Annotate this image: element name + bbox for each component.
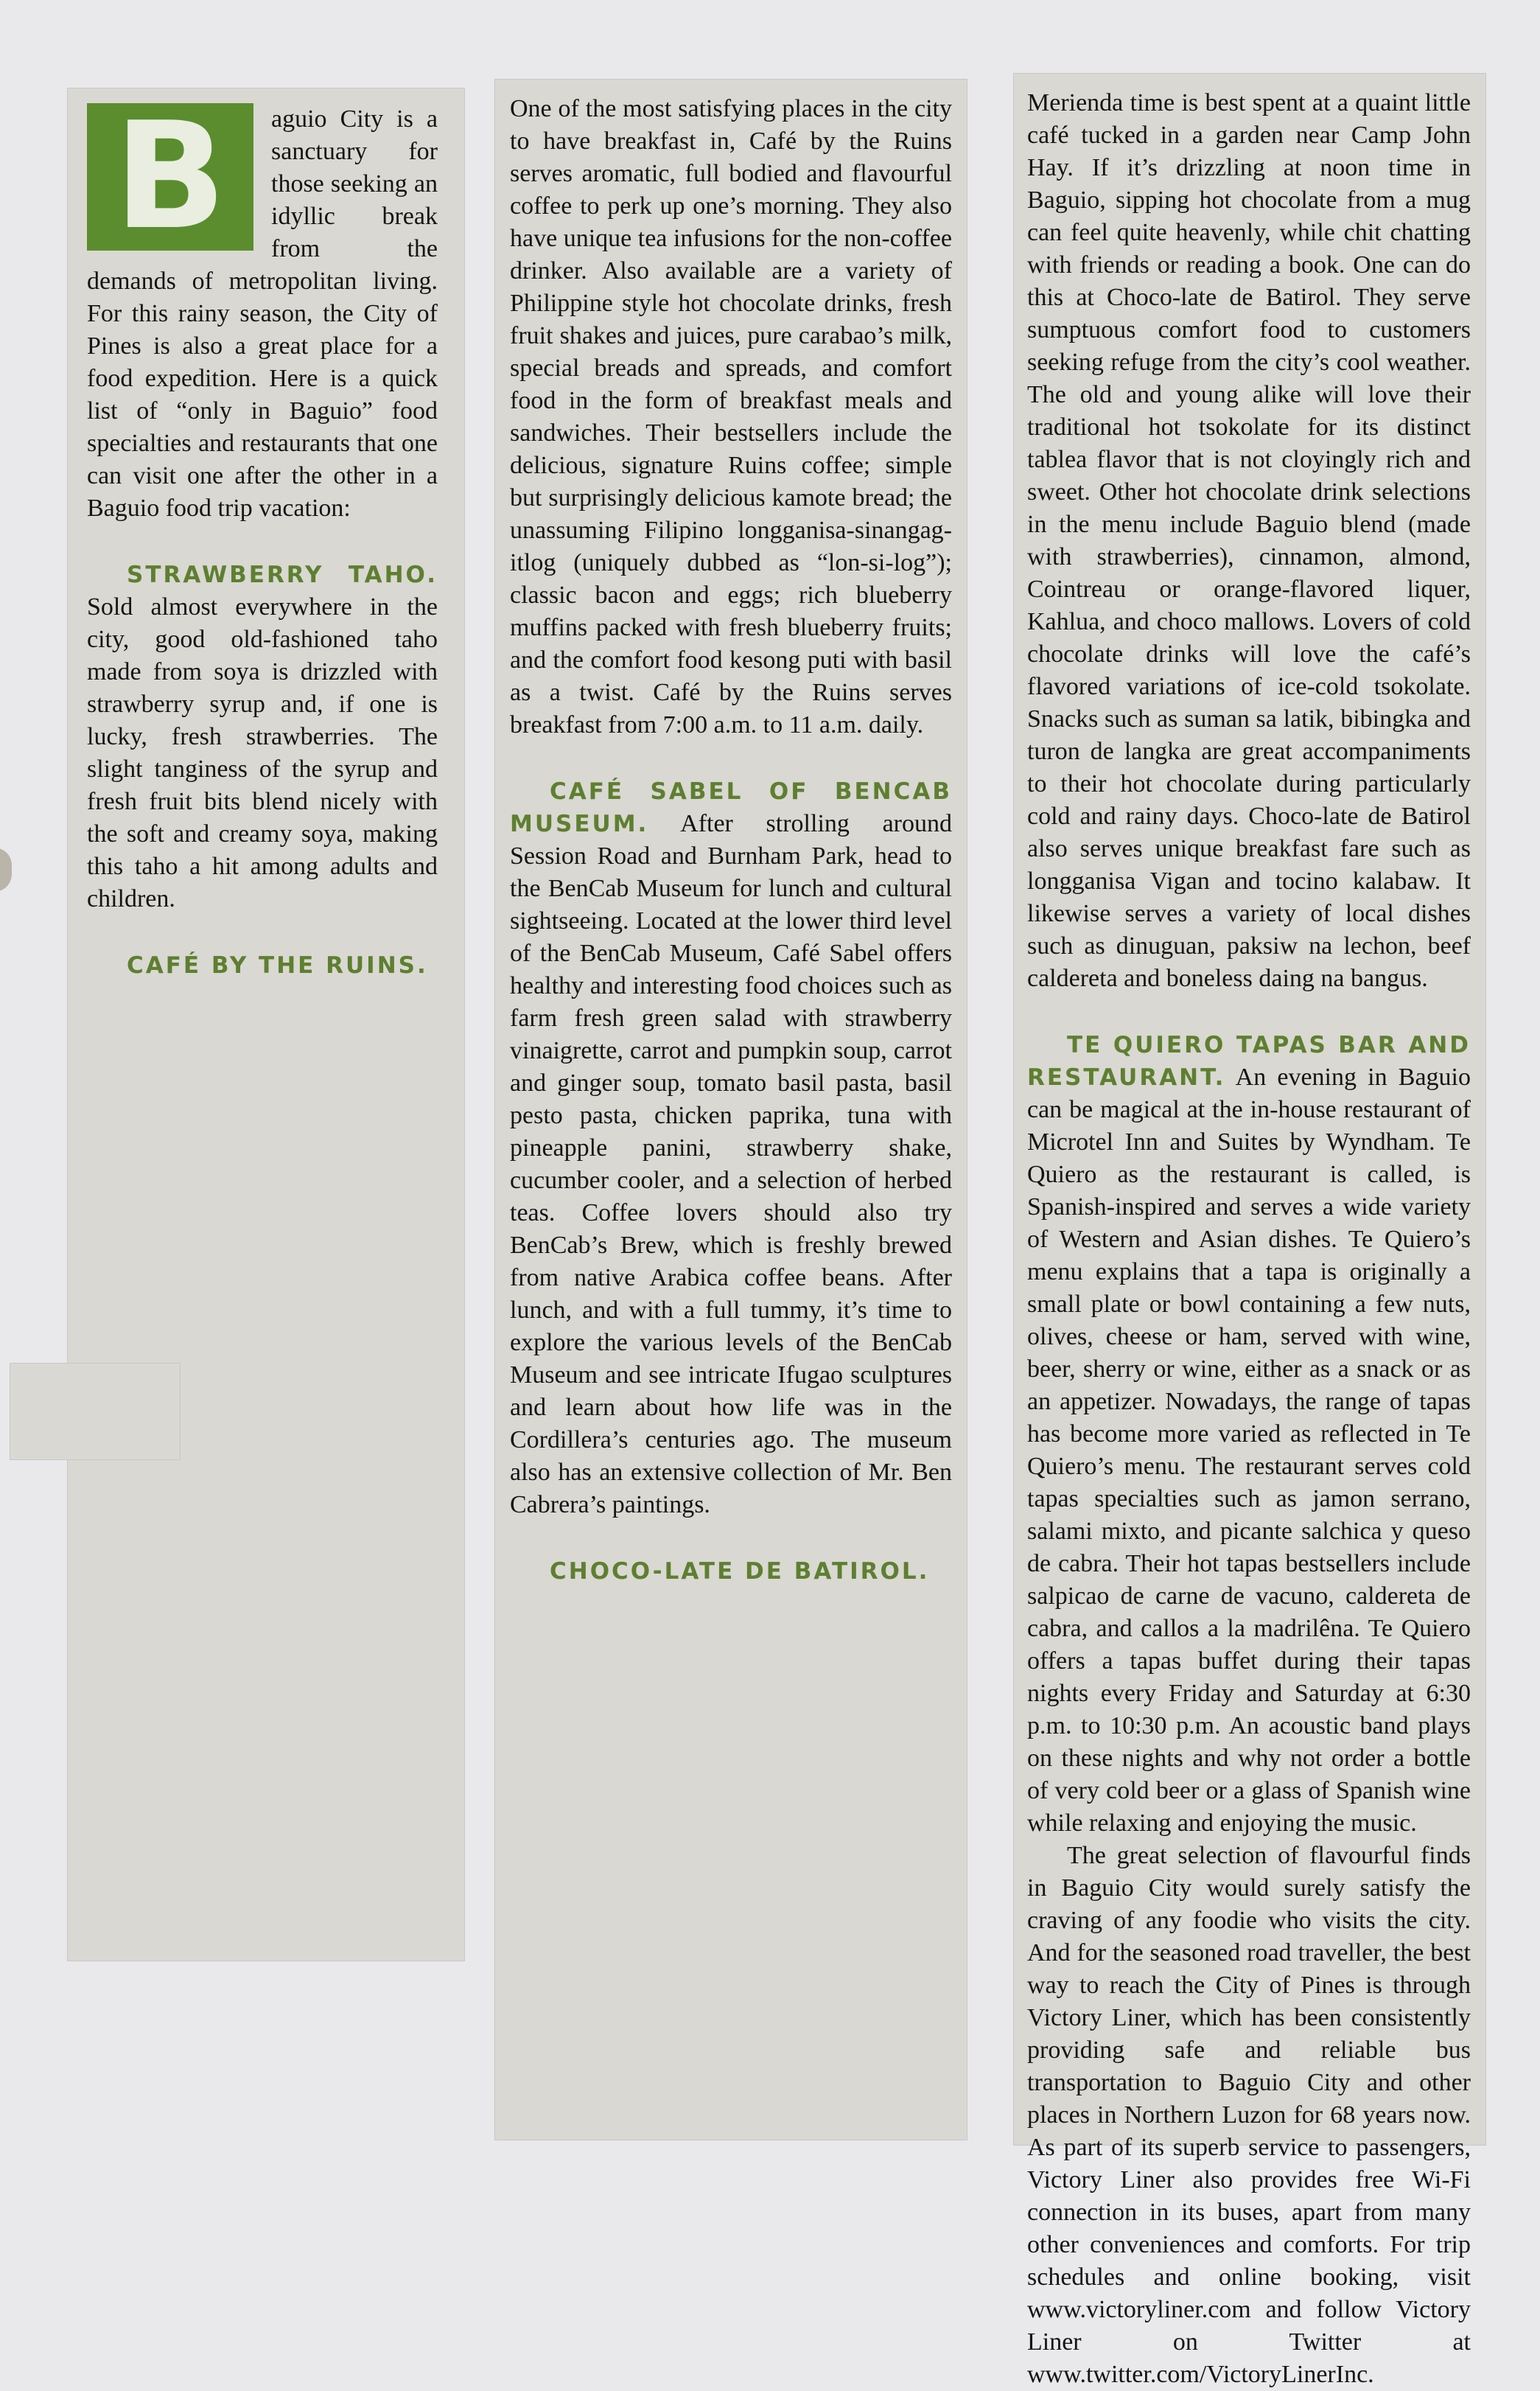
heading-te-quiero: TE QUIERO TAPAS BAR AND RESTAURANT. xyxy=(1027,1032,1471,1091)
intro-text: aguio City is a sanctuary for those seeking an idyllic break from the demands of metropolitan living. For this rainy season, the City of Pines is also a great place for a food expedition. Here is a quick list of “only in Baguio” food specialties and restaurants that one can visit one after the other in a Baguio food trip vacation: xyxy=(87,105,438,522)
binder-hole xyxy=(0,848,12,892)
article-column-3 xyxy=(1027,87,1471,2388)
closing-paragraph: The great selection of flavourful finds in Baguio City would surely satisfy the craving of any foodie who visits the city. And for the seasoned road traveller, the best way to reach the City of Pines is through Victory Liner, which has been consistently providing safe and reliable bus transportation to Baguio City and other places in Northern Luzon for 68 years now. As part of its superb service to passengers, Victory Liner also provides free Wi-Fi connection in its buses, apart from many other conveniences and comforts. For trip schedules and online booking, visit www.victoryliner.com and follow Victory Liner on Twitter at www.twitter.com/VictoryLinerInc. xyxy=(1027,1842,1471,2388)
section-choco-late xyxy=(510,1555,952,1588)
article-column-2 xyxy=(510,93,952,2127)
body-choco-late: Merienda time is best spent at a quaint little café tucked in a garden near Camp John Hay. If it’s drizzling at noon time in Baguio, sipping hot chocolate from a mug can feel quite heavenly, while chit chatting with friends or reading a book. One can do this at Choco-late de Batirol. They serve sumptuous comfort food to customers seeking refuge from the city’s cool weather. The old and young alike will love their traditional hot tsokolate for its distinct tablea flavor that is not cloyingly rich and sweet. Other hot chocolate drink selections in the menu include Baguio blend (made with strawberries), cinnamon, almond, Cointreau or orange-flavored liquer, Kahlua, and choco mallows. Lovers of cold chocolate drinks will love the café’s flavored variations of ice-cold tsokolate. Snacks such as suman sa latik, bibingka and turon de langka are great accompaniments to their hot chocolate during particularly cold and rainy days. Choco-late de Batirol also serves unique breakfast fare such as longganisa Vigan and tocino kalabaw. It likewise serves a variety of local dishes such as dinuguan, paksiw na lechon, beef caldereta and boneless daing na bangus. xyxy=(1027,89,1471,992)
article-column-1 xyxy=(87,91,438,1946)
body-strawberry-taho: Sold almost everywhere in the city, good old-fashioned taho made from soya is drizzled with strawberry syrup and, if one is lucky, fresh strawberries. The slight tanginess of the syrup and fresh fruit bits blend nicely with the soft and creamy soya, making this taho a hit among adults and children. xyxy=(87,593,438,912)
drop-cap: B xyxy=(87,103,253,251)
section-strawberry-taho xyxy=(87,559,438,915)
heading-cafe-by-the-ruins: CAFÉ BY THE RUINS. xyxy=(127,952,428,979)
section-cafe-by-the-ruins xyxy=(87,949,438,982)
heading-choco-late: CHOCO-LATE DE BATIROL. xyxy=(550,1558,930,1585)
body-cafe-sabel: After strolling around Session Road and Burnham Park, head to the BenCab Museum for lunch and cultural sightseeing. Located at the lower third level of the BenCab Museum, Café Sabel offers healthy and interesting food choices such as farm fresh green salad with strawberry vinaigrette, carrot and pumpkin soup, carrot and ginger soup, tomato basil pasta, basil pesto pasta, chicken paprika, tuna with pineapple panini, strawberry shake, cucumber cooler, and a selection of herbed teas. Coffee lovers should also try BenCab’s Brew, which is freshly brewed from native Arabica coffee beans. After lunch, and with a full tummy, it’s time to explore the various levels of the BenCab Museum and see intricate Ifugao sculptures and learn about how life was in the Cordillera’s centuries ago. The museum also has an extensive collection of Mr. Ben Cabrera’s paintings. xyxy=(510,810,952,1518)
section-cafe-sabel xyxy=(510,775,952,1521)
heading-strawberry-taho: STRAWBERRY TAHO. xyxy=(127,562,438,588)
section-te-quiero xyxy=(1027,1029,1471,1840)
body-te-quiero: An evening in Baguio can be magical at the in-house restaurant of Microtel Inn and Suites by Wyndham. Te Quiero as the restaurant is called, is Spanish-inspired and serves a wide variety of Western and Asian dishes. Te Quiero’s menu explains that a tapa is originally a small plate or bowl containing a few nuts, olives, cheese or ham, served with wine, beer, sherry or wine, either as a snack or as an appetizer. Nowadays, the range of tapas has become more varied as reflected in Te Quiero’s menu. The restaurant serves cold tapas specialties such as jamon serrano, salami mixto, and picante salchica y queso de cabra. Their hot tapas bestsellers include salpicao de carne de vacuno, caldereta de cabra, and callos a la madrilêna. Te Quiero offers a tapas buffet during their tapas nights every Friday and Saturday at 6:30 p.m. to 10:30 p.m. An acoustic band plays on these nights and why not order a bottle of very cold beer or a glass of Spanish wine while relaxing and enjoying the music. xyxy=(1027,1064,1471,1837)
heading-cafe-sabel: CAFÉ SABEL OF BENCAB MUSEUM. xyxy=(510,778,952,837)
intro-paragraph xyxy=(87,91,438,525)
body-cafe-by-the-ruins: One of the most satisfying places in the city to have breakfast in, Café by the Ruins serves aromatic, full bodied and flavourful coffee to perk up one’s morning. They also have unique tea infusions for the non-coffee drinker. Also available are a variety of Philippine style hot chocolate drinks, fresh fruit shakes and juices, pure carabao’s milk, special breads and spreads, and comfort food in the form of breakfast meals and sandwiches. Their bestsellers include the delicious, signature Ruins coffee; simple but surprisingly delicious kamote bread; the unassuming Filipino longganisa-sinangag-itlog (uniquely dubbed as “lon-si-log”); classic bacon and eggs; rich blueberry muffins packed with fresh blueberry fruits; and the comfort food kesong puti with basil as a twist. Café by the Ruins serves breakfast from 7:00 a.m. to 11 a.m. daily. xyxy=(510,95,952,739)
